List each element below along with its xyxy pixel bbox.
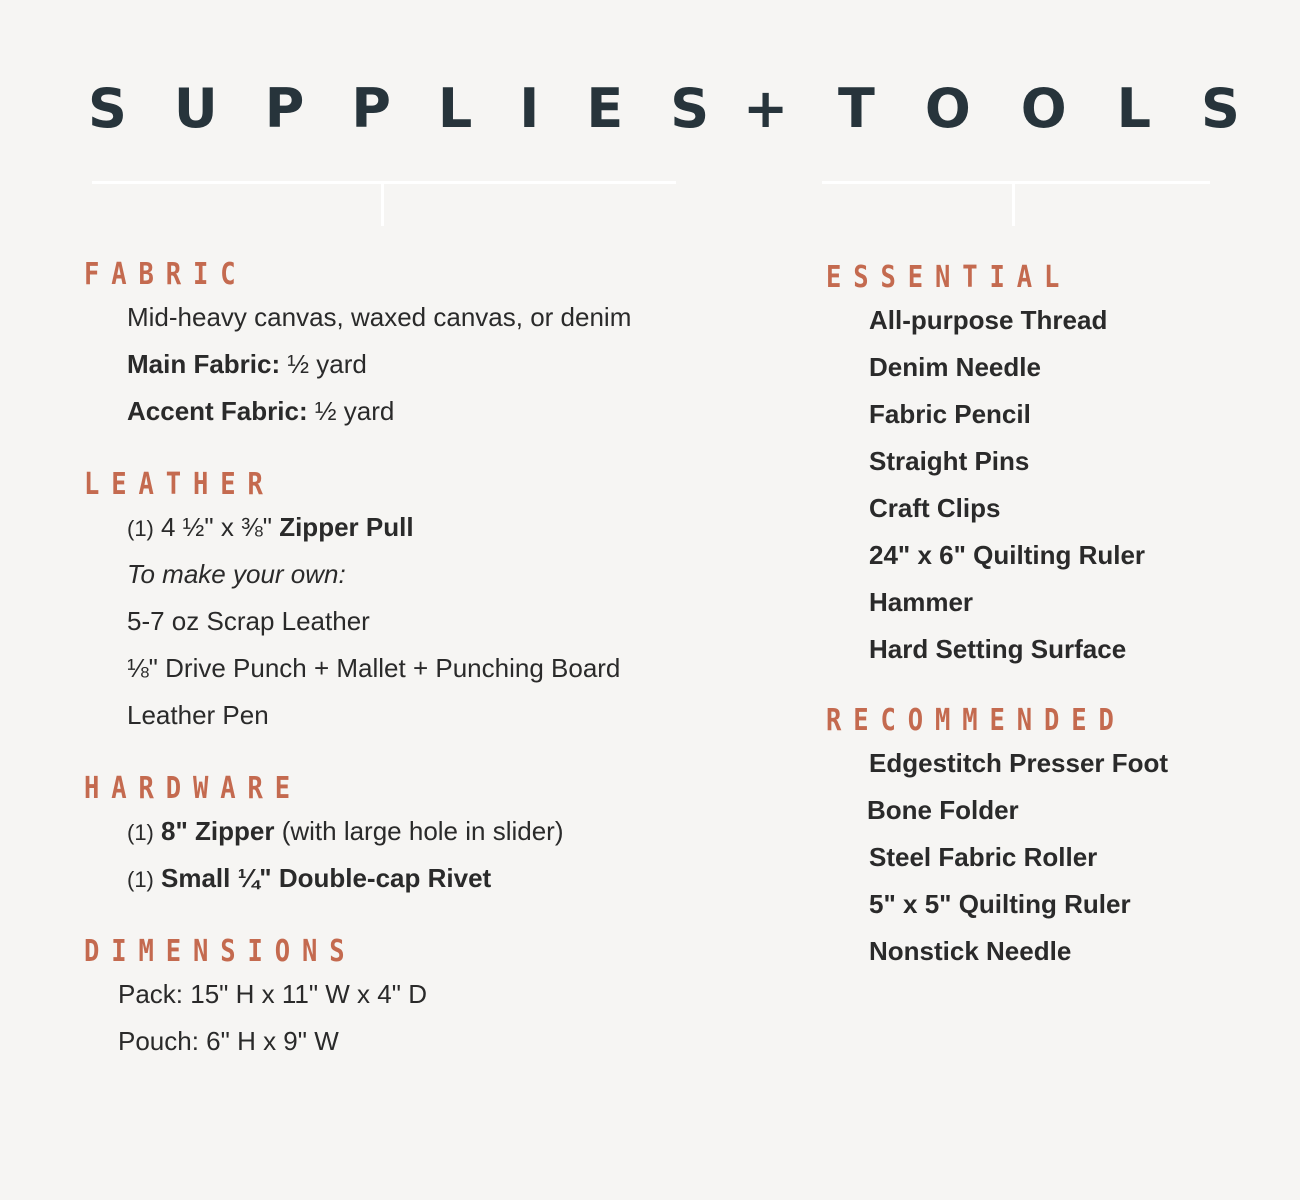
essential-item: 24" x 6" Quilting Ruler — [869, 540, 1146, 570]
dimensions-section — [84, 933, 724, 1065]
quantity: (1) — [127, 867, 154, 892]
hardware-section — [84, 770, 724, 902]
accent-fabric-value: ½ yard — [314, 396, 395, 426]
recommended-heading: RECOMMENDED — [826, 703, 1126, 738]
essential-item: Craft Clips — [869, 493, 1001, 523]
main-fabric-label: Main Fabric: — [127, 349, 281, 379]
pouch-dimensions: Pouch: 6" H x 9" W — [118, 1026, 339, 1056]
essential-item: Straight Pins — [869, 446, 1030, 476]
rivet-name: Small ¼" Double-cap Rivet — [161, 863, 492, 893]
title-tools: TOOLS — [838, 77, 1290, 140]
essential-item: Denim Needle — [869, 352, 1041, 382]
quantity: (1) — [127, 516, 154, 541]
hardware-heading: HARDWARE — [84, 771, 303, 806]
accent-fabric-item — [84, 388, 724, 435]
recommended-item: Edgestitch Presser Foot — [869, 748, 1169, 778]
leather-heading: LEATHER — [84, 467, 275, 502]
rivet-item — [84, 855, 724, 902]
recommended-section — [826, 702, 1266, 975]
leather-list-item: 5-7 oz Scrap Leather — [127, 606, 370, 636]
essential-item: Fabric Pencil — [869, 399, 1031, 429]
title-plus: + — [743, 77, 789, 140]
recommended-item: Nonstick Needle — [869, 936, 1072, 966]
right-divider-stem — [1012, 181, 1015, 226]
recommended-item: 5" x 5" Quilting Ruler — [869, 889, 1131, 919]
dimensions-heading: DIMENSIONS — [84, 934, 357, 969]
pack-dimensions: Pack: 15" H x 11" W x 4" D — [118, 979, 427, 1009]
leather-list-item: ⅛" Drive Punch + Mallet + Punching Board — [127, 653, 621, 683]
title-supplies: SUPPLIES — [88, 77, 757, 140]
main-fabric-item — [84, 341, 724, 388]
essential-item: Hard Setting Surface — [869, 634, 1127, 664]
zipper-pull-name: Zipper Pull — [279, 512, 414, 542]
recommended-item: Bone Folder — [867, 795, 1019, 825]
zipper-pull-item — [84, 504, 724, 551]
left-divider-stem — [381, 181, 384, 226]
accent-fabric-label: Accent Fabric: — [127, 396, 308, 426]
fabric-heading: FABRIC — [84, 257, 248, 292]
essential-item: Hammer — [869, 587, 974, 617]
essential-item: All-purpose Thread — [869, 305, 1108, 335]
zipper-pull-size: 4 ½" x ⅜" — [161, 512, 272, 542]
supplies-column — [84, 256, 724, 1096]
recommended-item: Steel Fabric Roller — [869, 842, 1098, 872]
essential-section — [826, 259, 1266, 673]
leather-section — [84, 466, 724, 739]
zipper-note: (with large hole in slider) — [281, 816, 564, 846]
zipper-name: 8" Zipper — [161, 816, 275, 846]
right-divider-line — [822, 181, 1210, 184]
fabric-section — [84, 256, 724, 435]
main-fabric-value: ½ yard — [287, 349, 367, 379]
quantity: (1) — [127, 820, 154, 845]
essential-heading: ESSENTIAL — [826, 260, 1072, 295]
tools-column — [826, 259, 1266, 1004]
leather-list-item: Leather Pen — [127, 700, 269, 730]
fabric-description: Mid-heavy canvas, waxed canvas, or denim — [127, 302, 632, 332]
zipper-item — [84, 808, 724, 855]
left-divider-line — [92, 181, 676, 184]
make-your-own-note: To make your own: — [127, 559, 346, 589]
